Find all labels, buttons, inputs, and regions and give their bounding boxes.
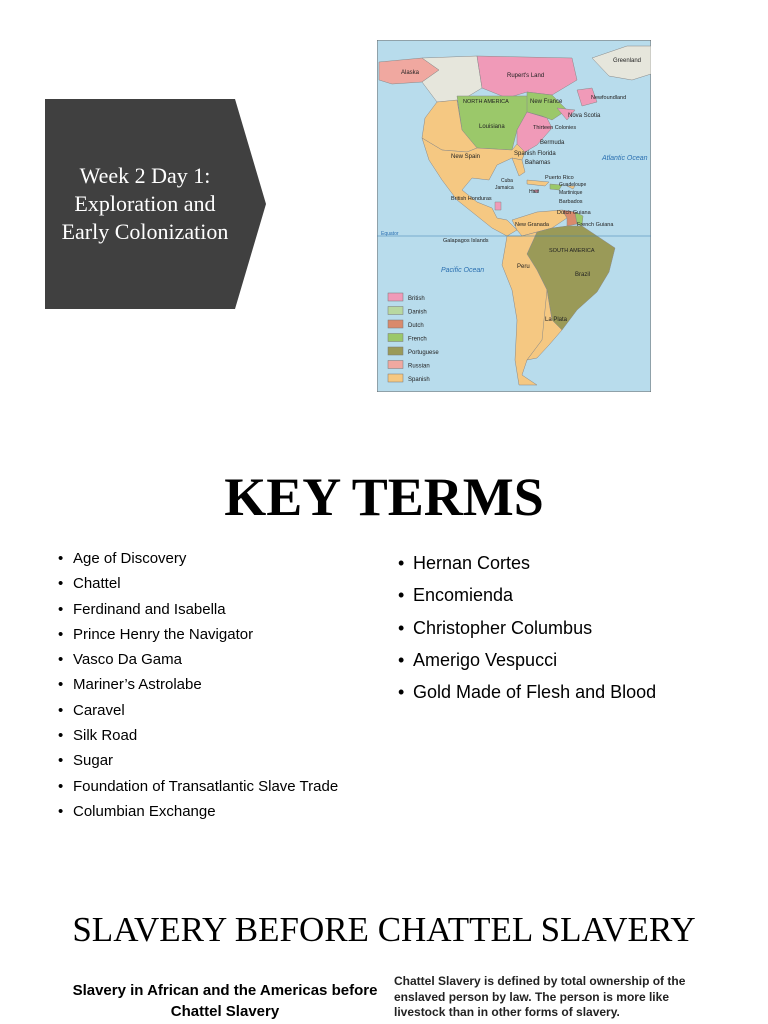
key-term-text: Chattel [73,575,121,593]
bullet-icon: • [398,649,405,670]
map-label-dutch-guiana: Dutch Guiana [557,210,591,216]
key-term-item [398,680,657,712]
bullet-icon: • [58,777,64,795]
map-label-british-honduras: British Honduras [451,196,492,202]
slide-title [0,0,768,420]
key-term-item [58,574,338,599]
map-label-pacific-ocean: Pacific Ocean [441,267,485,274]
right-terms-list [398,551,657,712]
key-term-text: Columbian Exchange [73,802,216,820]
map-label-newfoundland: Newfoundland [591,95,627,101]
map-label-north-america: NORTH AMERICA [463,99,509,105]
key-term-item [398,648,656,680]
key-term-item [58,600,338,625]
left-terms-list [58,549,339,827]
map-label-equator: Equator [381,231,399,237]
slide-slavery [0,890,768,1024]
legend-swatch [388,334,403,342]
key-term-item [58,701,338,726]
key-term-text: Ferdinand and Isabella [73,600,226,618]
legend-label: Dutch [408,323,424,329]
key-term-text: Age of Discovery [73,550,187,567]
map-label-cuba: Cuba [501,178,513,184]
map-label-new-spain: New Spain [451,154,481,160]
map-label-new-france: New France [530,99,563,105]
legend-swatch [388,361,403,369]
key-term-item [58,625,338,650]
legend-label: Danish [408,309,427,316]
bullet-icon: • [58,752,64,770]
map-label-puerto-rico: Puerto Rico [545,175,574,181]
key-term-text: Foundation of Transatlantic Slave Trade [73,777,339,795]
bullet-icon: • [58,802,64,820]
key-term-item [58,777,339,802]
bullet-icon: • [58,727,64,745]
key-terms-title: KEY TERMS [224,467,544,527]
map-label-greenland: Greenland [613,58,642,64]
legend-label: Russian [408,363,430,370]
legend-swatch [388,293,403,301]
bullet-icon: • [58,550,64,567]
map-label-guadeloupe: Guadeloupe [559,182,587,188]
key-term-text: Prince Henry the Navigator [73,625,254,643]
legend-swatch [388,320,403,328]
key-term-text: Christopher Columbus [413,617,593,638]
key-term-text: Vasco Da Gama [73,651,182,669]
key-term-text: Encomienda [413,585,514,606]
key-term-item [58,650,338,675]
key-term-item [58,549,338,574]
key-term-item [58,675,338,700]
bullet-icon: • [58,575,64,593]
map-label-martinique: Martinique [559,190,583,196]
map-label-spanish-florida: Spanish Florida [514,151,556,157]
legend-label: British [408,296,425,302]
map-label-french-guiana: French Guiana [577,222,614,228]
title-chevron [45,99,266,309]
key-term-text: Amerigo Vespucci [413,649,558,670]
key-term-item [58,751,338,776]
bullet-icon: • [398,553,405,573]
legend-swatch [388,347,403,355]
key-term-item [398,616,656,648]
bullet-icon: • [398,617,405,638]
slavery-title: SLAVERY BEFORE CHATTEL SLAVERY [72,910,696,949]
key-term-text: Sugar [73,752,114,770]
map-label-nova-scotia: Nova Scotia [568,113,601,119]
map-label-jamaica: Jamaica [495,185,514,191]
bullet-icon: • [398,585,405,606]
map-label-louisiana: Louisiana [479,124,505,130]
map-label-atlantic-ocean: Atlantic Ocean [602,155,648,162]
key-term-text: Caravel [73,701,125,719]
colonial-americas-map [377,40,651,392]
legend-label: Portuguese [408,350,439,356]
key-term-text: Gold Made of Flesh and Blood [413,682,657,703]
bullet-icon: • [398,682,405,703]
map-label-barbados: Barbados [559,199,583,205]
bullet-icon: • [58,625,64,643]
map-label-bermuda: Bermuda [540,140,565,146]
slide-title-text: Week 2 Day 1: Exploration and Early Colonization [61,163,229,244]
map-label-la-plata: La Plata [545,317,568,323]
map-label-thirteen-colonies: Thirteen Colonies [533,125,577,131]
key-term-text: Hernan Cortes [413,553,531,573]
legend-label: Spanish [408,377,430,383]
slide-key-terms [0,440,768,860]
key-term-text: Mariner’s Astrolabe [73,676,202,694]
bullet-icon: • [58,701,64,719]
map-label-haiti: Haiti [529,189,540,195]
key-term-text: Silk Road [73,727,138,745]
map-label-brazil: Brazil [575,272,591,278]
map-label-new-granada: New Granada [515,222,549,228]
legend-label: French [408,336,427,343]
map-label-peru: Peru [517,264,530,270]
map-label-ruperts-land: Rupert's Land [507,73,545,79]
map-label-bahamas: Bahamas [525,160,551,166]
key-term-item [58,726,338,751]
map-label-alaska: Alaska [401,70,420,76]
bullet-icon: • [58,600,64,618]
map-label-south-america: SOUTH AMERICA [549,248,595,254]
bullet-icon: • [58,676,64,694]
key-term-item [58,802,338,827]
key-term-item [398,583,656,615]
legend-swatch [388,374,403,382]
slavery-left-heading: Slavery in African and the Americas before Chattel Slavery [72,982,378,1020]
bullet-icon: • [58,651,64,669]
legend-swatch [388,307,403,315]
key-term-item [398,551,656,583]
map-label-galapagos: Galapagos Islands [443,238,489,244]
chattel-definition-text: Chattel Slavery is defined by total ownership of the enslaved person by law. The person is more like livestock than in other forms of slavery. [394,974,686,1019]
